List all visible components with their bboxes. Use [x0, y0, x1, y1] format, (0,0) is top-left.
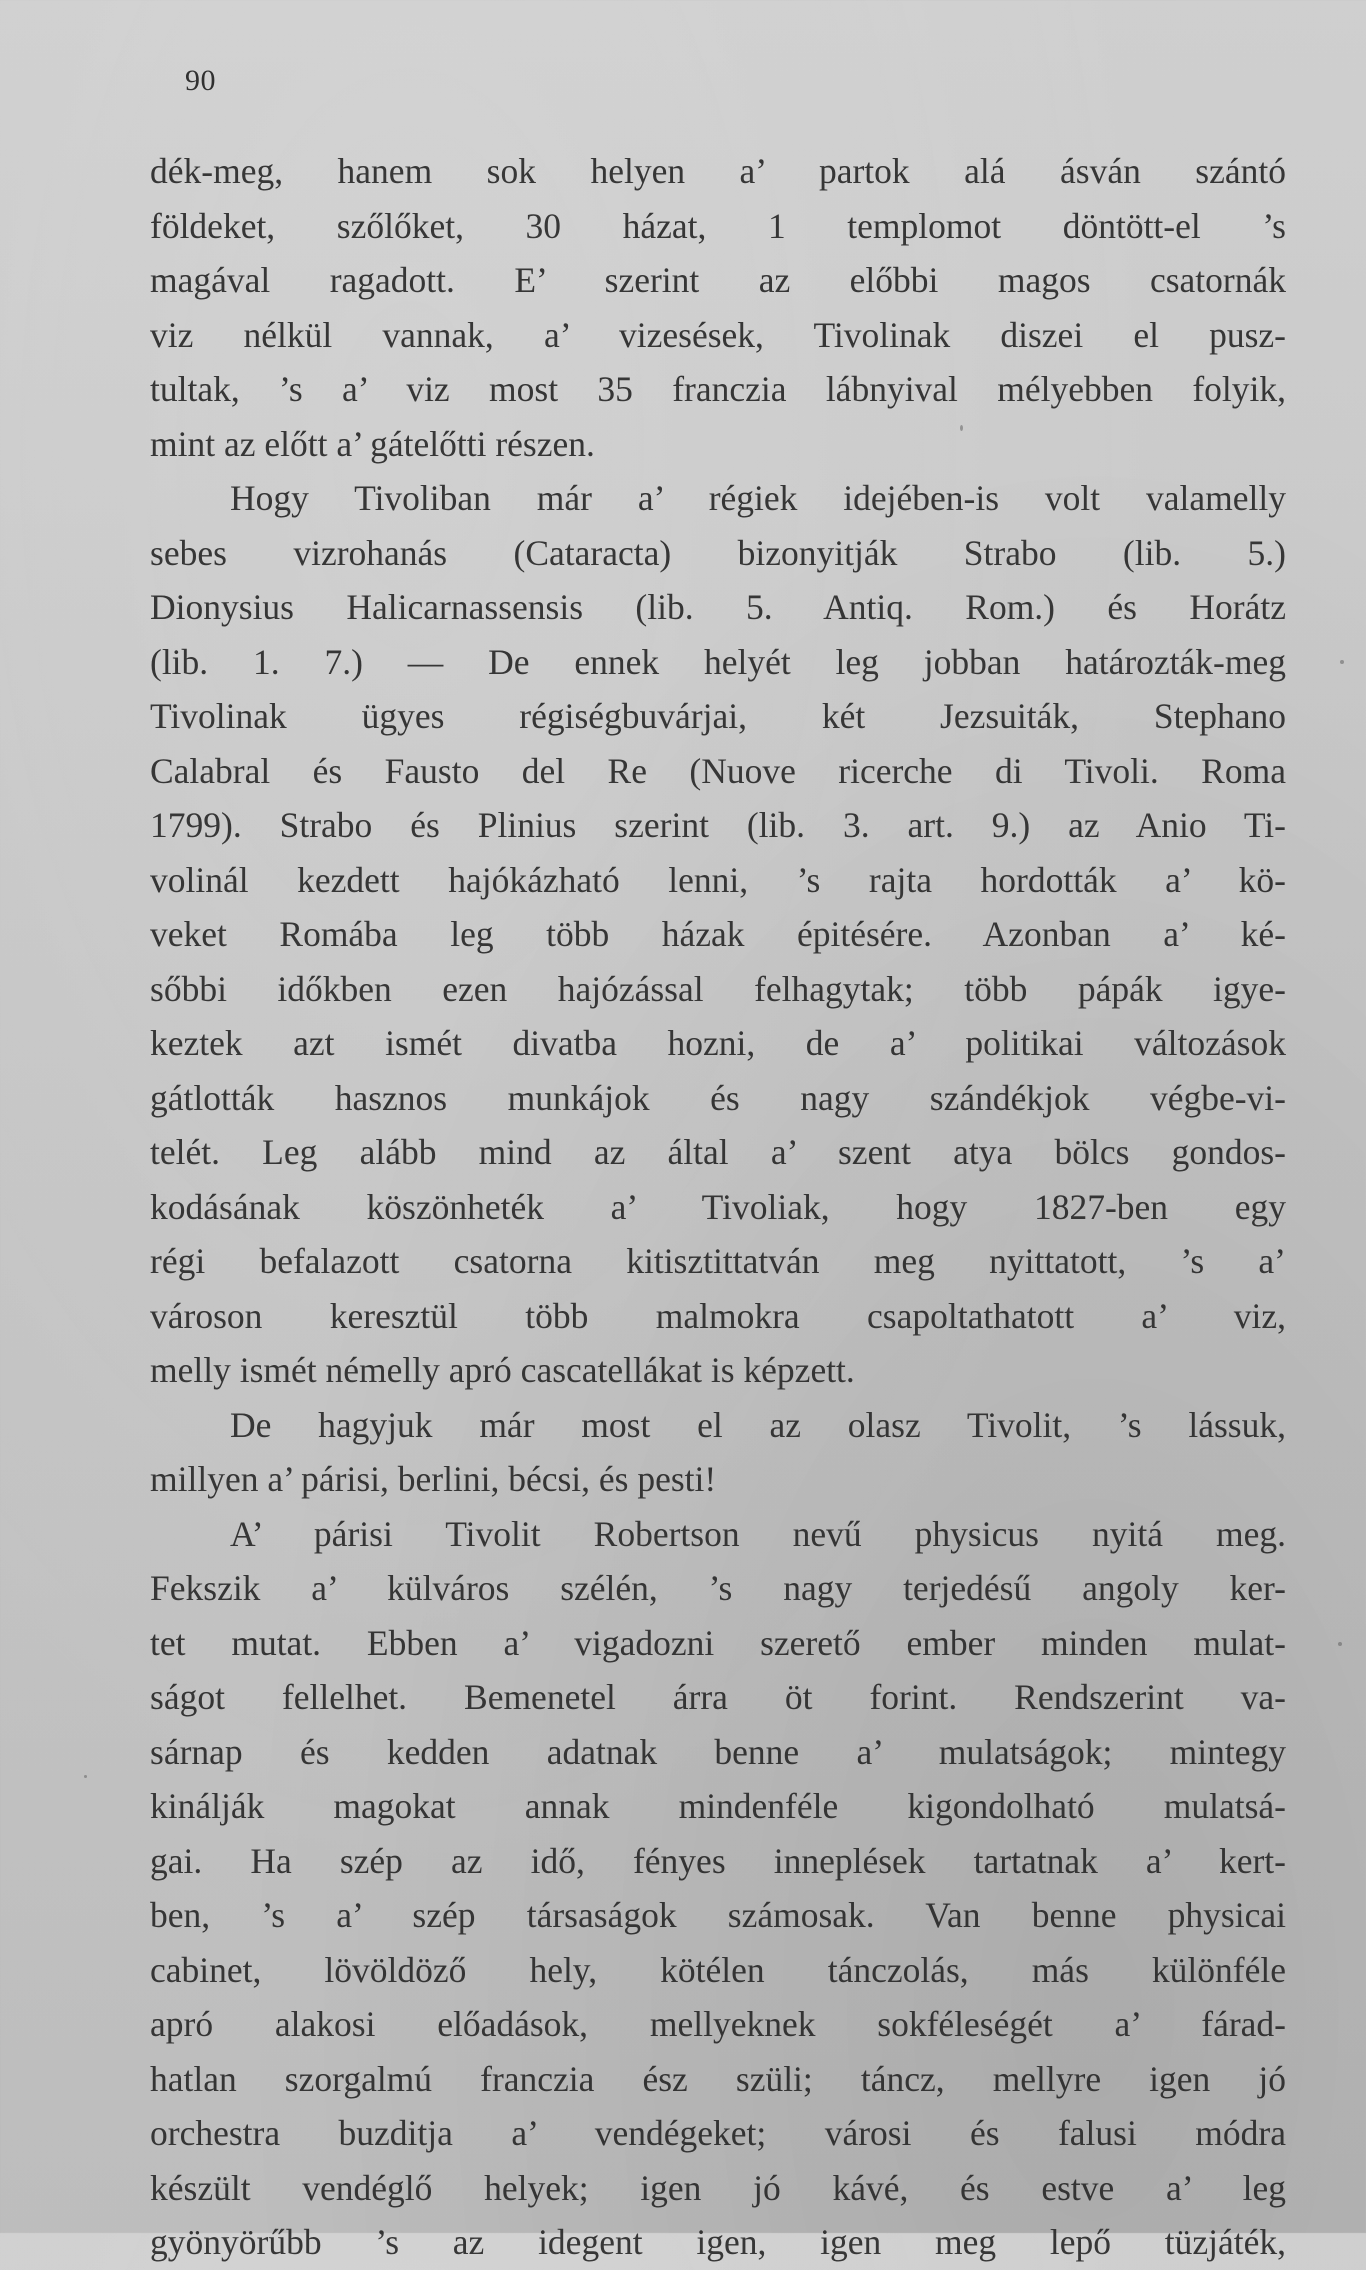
paper-speck — [960, 425, 963, 431]
text-line: Calabral és Fausto del Re (Nuove ricerche di Tivoli. Roma — [150, 750, 1286, 791]
text-line: cabinet, lövöldöző hely, kötélen tánczolás, más különféle — [150, 1949, 1286, 1990]
text-line: Hogy Tivoliban már a’ régiek idejében-is volt valamelly — [230, 478, 1286, 518]
text-line: (lib. 1. 7.) — De ennek helyét leg jobban határozták-meg — [150, 641, 1286, 682]
text-line: melly ismét némelly apró cascatellákat is képzett. — [150, 1350, 855, 1390]
text-line: kinálják magokat annak mindenféle kigondolható mulatsá- — [150, 1786, 1286, 1826]
text-line: gai. Ha szép az idő, fényes inneplések tartatnak a’ kert- — [150, 1840, 1286, 1881]
text-line: viz nélkül vannak, a’ vizesések, Tivolinak diszei el pusz- — [150, 314, 1286, 355]
text-line: gátlották hasznos munkájok és nagy szándékjok végbe-vi- — [150, 1077, 1286, 1118]
text-line: készült vendéglő helyek; igen jó kávé, és estve a’ leg — [150, 2167, 1286, 2208]
text-line: tet mutat. Ebben a’ vigadozni szerető ember minden mulat- — [150, 1622, 1286, 1663]
text-line: földeket, szőlőket, 30 házat, 1 templomot döntött-el ’s — [150, 205, 1286, 246]
text-line: dék-meg, hanem sok helyen a’ partok alá ásván szántó — [150, 151, 1286, 191]
text-line: telét. Leg alább mind az által a’ szent atya bölcs gondos- — [150, 1132, 1286, 1172]
text-line: 1799). Strabo és Plinius szerint (lib. 3. art. 9.) az Anio Ti- — [150, 805, 1286, 845]
page-number: 90 — [185, 64, 216, 97]
text-line: veket Romába leg több házak épitésére. Azonban a’ ké- — [150, 914, 1286, 954]
text-line: ben, ’s a’ szép társaságok számosak. Van benne physicai — [150, 1895, 1286, 1935]
text-line: Fekszik a’ külváros szélén, ’s nagy terjedésű angoly ker- — [150, 1568, 1286, 1608]
text-line: régi befalazott csatorna kitisztittatván meg nyittatott, ’s a’ — [150, 1241, 1286, 1281]
text-line: városon keresztül több malmokra csapoltathatott a’ viz, — [150, 1295, 1286, 1336]
paper-speck — [1340, 660, 1344, 664]
text-line: De hagyjuk már most el az olasz Tivolit, ’s lássuk, — [230, 1404, 1286, 1445]
text-line: sárnap és kedden adatnak benne a’ mulatságok; mintegy — [150, 1731, 1286, 1772]
text-line: magával ragadott. E’ szerint az előbbi magos csatornák — [150, 260, 1286, 300]
text-line: A’ párisi Tivolit Robertson nevű physicus nyitá meg. — [230, 1513, 1286, 1554]
text-line: tultak, ’s a’ viz most 35 franczia lábnyival mélyebben folyik, — [150, 369, 1286, 409]
text-line: gyönyörűbb ’s az idegent igen, igen meg lepő tüzjáték, — [150, 2222, 1286, 2262]
text-line: keztek azt ismét divatba hozni, de a’ politikai változások — [150, 1023, 1286, 1063]
text-line: Dionysius Halicarnassensis (lib. 5. Antiq. Rom.) és Horátz — [150, 587, 1286, 627]
text-line: kodásának köszönheték a’ Tivoliak, hogy 1827-ben egy — [150, 1186, 1286, 1227]
text-line: mint az előtt a’ gátelőtti részen. — [150, 423, 595, 464]
text-line: millyen a’ párisi, berlini, bécsi, és pesti! — [150, 1459, 717, 1499]
paper-speck — [1338, 1642, 1342, 1646]
text-line: Tivolinak ügyes régiségbuvárjai, két Jezsuiták, Stephano — [150, 696, 1286, 736]
text-line: orchestra buzditja a’ vendégeket; városi és falusi módra — [150, 2113, 1286, 2153]
text-line: ságot fellelhet. Bemenetel árra öt forint. Rendszerint va- — [150, 1677, 1286, 1717]
text-line: sőbbi időkben ezen hajózással felhagytak; több pápák igye- — [150, 968, 1286, 1009]
text-line: apró alakosi előadások, mellyeknek sokféleségét a’ fárad- — [150, 2004, 1286, 2044]
text-line: volinál kezdett hajókázható lenni, ’s rajta hordották a’ kö- — [150, 859, 1286, 900]
paper-speck — [84, 1775, 87, 1778]
body-text — [150, 144, 1286, 2270]
text-line: hatlan szorgalmú franczia ész szüli; táncz, mellyre igen jó — [150, 2058, 1286, 2099]
text-line: sebes vizrohanás (Cataracta) bizonyitják Strabo (lib. 5.) — [150, 532, 1286, 573]
